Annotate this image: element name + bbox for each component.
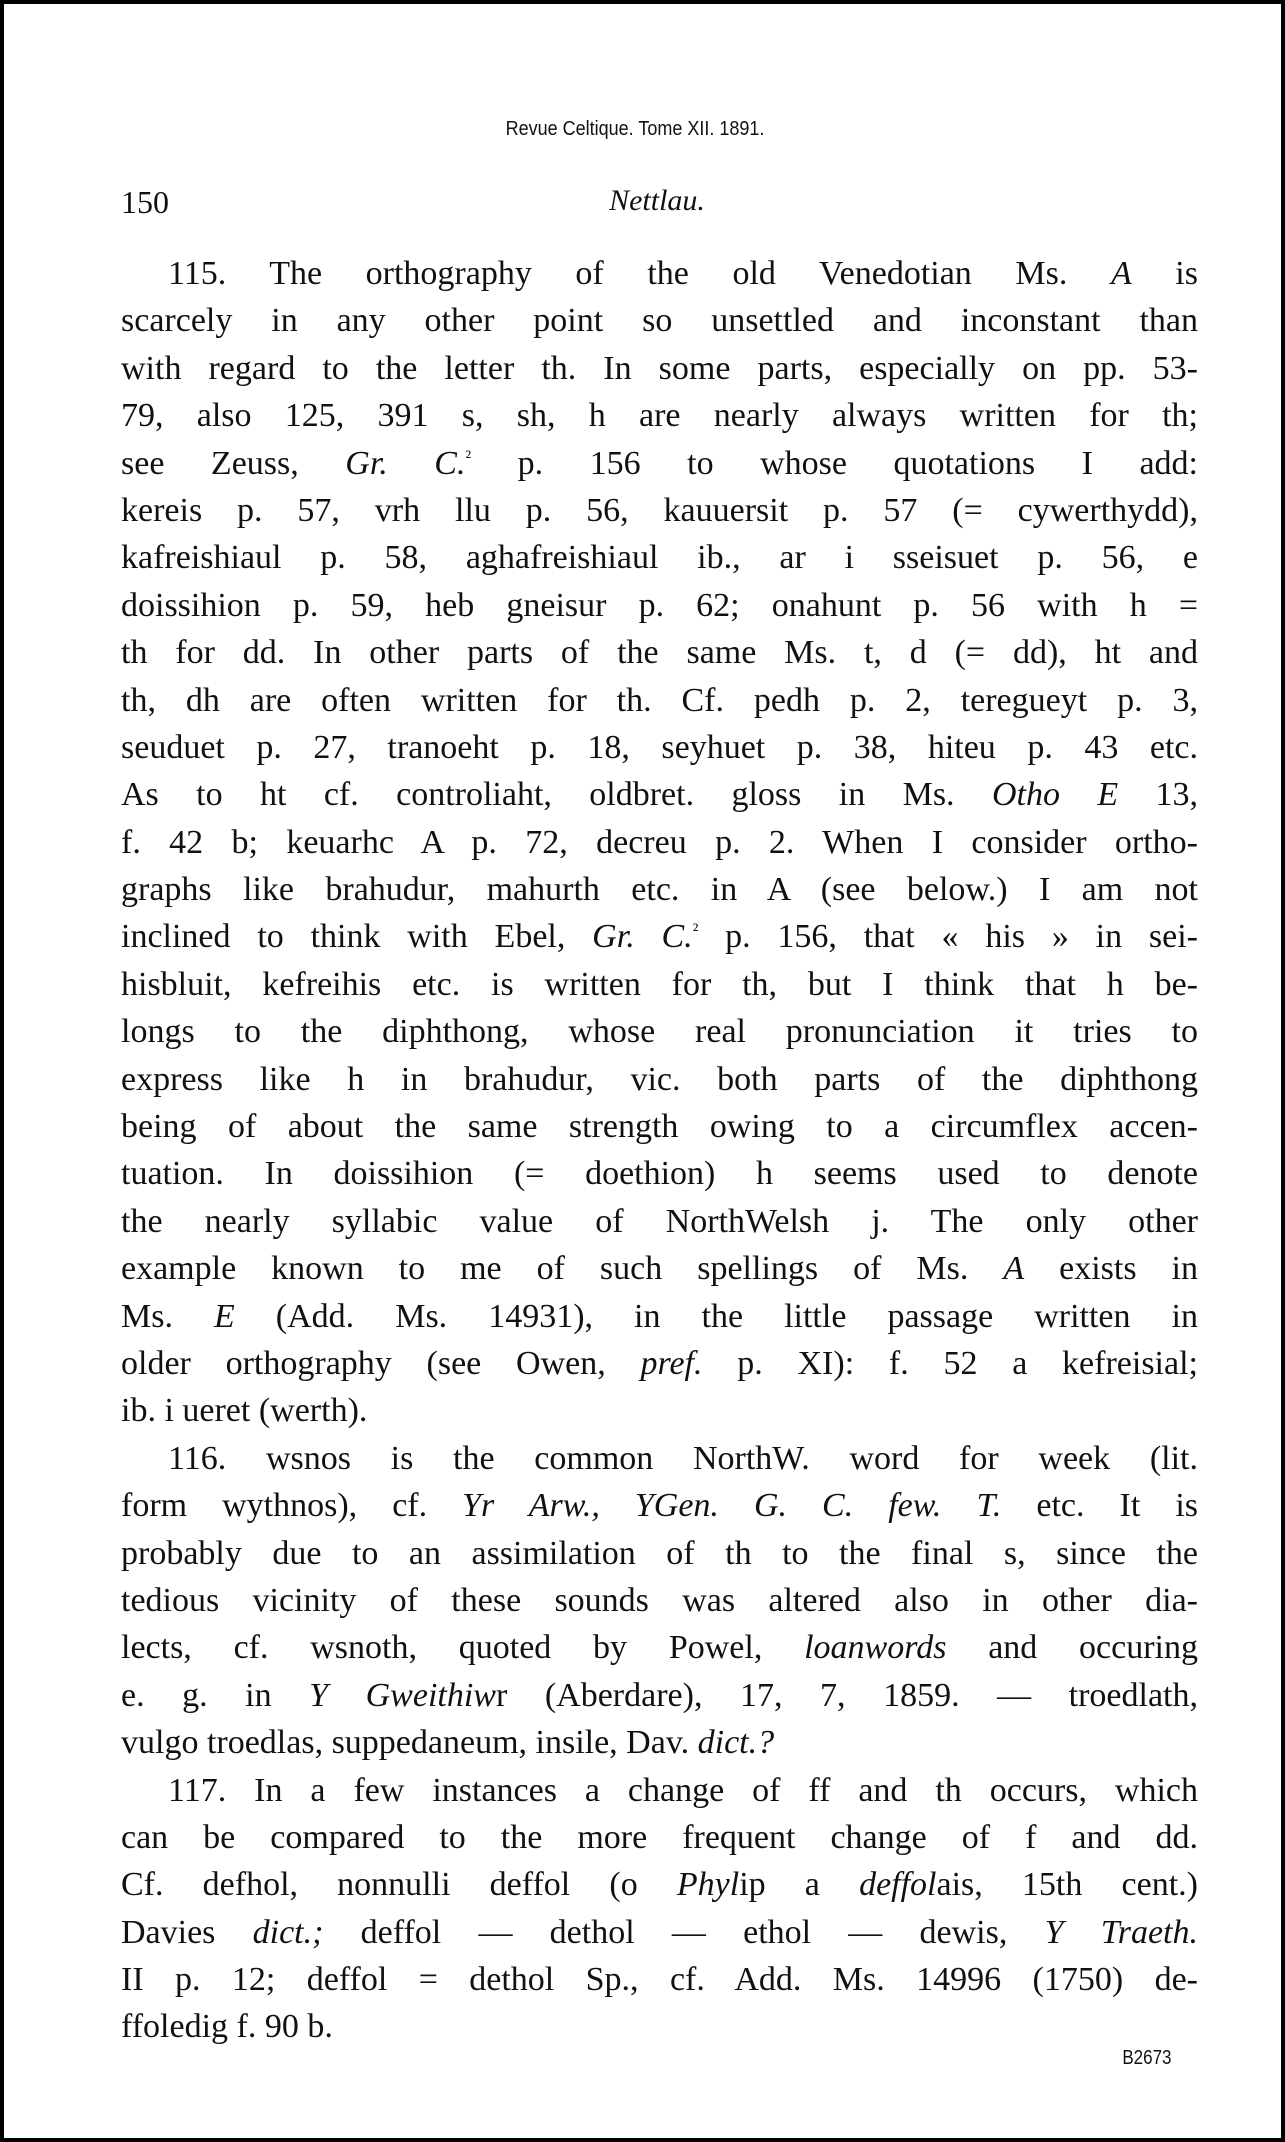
italic-text: Y Traeth. — [1044, 1913, 1198, 1951]
text: p. XI): f. 52 a kefreisial; — [702, 1344, 1198, 1382]
text-line — [121, 1008, 1198, 1055]
text-line — [121, 1577, 1198, 1624]
text: ip a — [739, 1866, 860, 1904]
text-line — [121, 724, 1198, 771]
body-text — [121, 250, 1198, 2051]
running-title: Revue Celtique. Tome XII. 1891. — [505, 118, 765, 140]
text: II p. 12; deffol = dethol Sp., cf. Add. Ms. 14996 (1750) de- — [121, 1961, 1198, 1999]
text: with regard to the letter th. In some parts, especially on pp. 53- — [121, 349, 1198, 387]
text: 115. The orthography of the old Venedotian Ms. — [168, 255, 1111, 292]
text: example known to me of such spellings of Ms. — [121, 1250, 1004, 1288]
text: th for dd. In other parts of the same Ms. t, d (= dd), ht and — [121, 634, 1198, 672]
text-line — [121, 440, 1198, 487]
text-line — [121, 297, 1198, 344]
text-line — [121, 961, 1198, 1008]
text: kafreishiaul p. 58, aghafreishiaul ib., ar i sseisuet p. 56, e — [121, 539, 1198, 577]
text: express like h in brahudur, vic. both parts of the diphthong — [121, 1060, 1198, 1098]
italic-text: Yr Arw., YGen. G. C. few. T. — [462, 1487, 1002, 1525]
text-line — [121, 1624, 1198, 1671]
text-line — [121, 1719, 1198, 1766]
italic-text: dict.? — [697, 1724, 775, 1762]
text: older orthography (see Owen, — [121, 1344, 641, 1382]
text-line — [121, 582, 1198, 629]
document-page — [4, 4, 1281, 2138]
text-line — [121, 1056, 1198, 1103]
text: 116. wsnos is the common NorthW. word for week (lit. — [168, 1439, 1198, 1477]
text-line — [121, 1293, 1198, 1340]
text-line — [121, 1767, 1198, 1814]
text-line — [121, 392, 1198, 439]
text-line — [121, 1103, 1198, 1150]
text: see Zeuss, — [121, 444, 346, 482]
italic-text: loanwords — [804, 1629, 947, 1667]
text-line — [121, 1482, 1198, 1529]
text: can be compared to the more frequent change of f and dd. — [121, 1818, 1198, 1856]
text: Davies — [121, 1913, 253, 1951]
text-line — [121, 1956, 1198, 2003]
text-line — [121, 677, 1198, 724]
text: longs to the diphthong, whose real pronunciation it tries to — [121, 1013, 1198, 1051]
text: Cf. defhol, nonnulli deffol (o — [121, 1866, 677, 1904]
page-number: 150 — [121, 184, 169, 220]
text-line — [121, 819, 1198, 866]
text-line — [121, 913, 1198, 960]
text: f. 42 b; keuarhc A p. 72, decreu p. 2. When I consider ortho- — [121, 823, 1198, 861]
text: Ms. — [121, 1297, 214, 1335]
text-line — [121, 629, 1198, 676]
text-line — [121, 1387, 1198, 1434]
text: tuation. In doissihion (= doethion) h seems used to denote — [121, 1155, 1198, 1193]
italic-text: A — [1003, 1250, 1025, 1288]
italic-text: pref. — [640, 1344, 703, 1382]
italic-text: Y Gweithiw — [309, 1676, 496, 1714]
text-line — [121, 1150, 1198, 1197]
text-line — [121, 1672, 1198, 1719]
text: th, dh are often written for th. Cf. pedh p. 2, teregueyt p. 3, — [121, 681, 1198, 719]
text-line — [121, 1198, 1198, 1245]
text: is — [1131, 255, 1198, 292]
text: graphs like brahudur, mahurth etc. in A (see below.) I am not — [121, 871, 1198, 909]
text: kereis p. 57, vrh llu p. 56, kauuersit p. 57 (= cywerthydd), — [121, 491, 1198, 529]
text: and occuring — [946, 1629, 1198, 1667]
text: deffol — dethol — ethol — dewis, — [323, 1913, 1045, 1951]
superscript: ² — [692, 920, 699, 942]
text: (Add. Ms. 14931), in the little passage written in — [234, 1297, 1198, 1335]
text-line — [121, 250, 1198, 297]
text: form wythnos), cf. — [121, 1487, 463, 1525]
text: probably due to an assimilation of th to the final s, since the — [121, 1534, 1198, 1572]
italic-text: Otho E — [991, 776, 1119, 814]
text: 79, also 125, 391 s, sh, h are nearly always written for th; — [121, 397, 1198, 435]
text: tedious vicinity of these sounds was altered also in other dia- — [121, 1581, 1198, 1619]
text: p. 156 to whose quotations I add: — [471, 444, 1199, 482]
text: vulgo troedlas, suppedaneum, insile, Dav. — [121, 1724, 698, 1762]
text: 13, — [1118, 776, 1198, 814]
superscript: ² — [465, 446, 472, 468]
catalog-code: B2673 — [1122, 2047, 1172, 2069]
italic-text: deffol — [859, 1866, 937, 1904]
italic-text: A — [1110, 255, 1132, 292]
text: scarcely in any other point so unsettled and inconstant than — [121, 302, 1198, 340]
text: ais, 15th cent.) — [936, 1866, 1198, 1904]
text: seuduet p. 27, tranoeht p. 18, seyhuet p. 38, hiteu p. 43 etc. — [121, 728, 1198, 766]
text: hisbluit, kefreihis etc. is written for th, but I think that h be- — [121, 965, 1198, 1003]
text-line — [121, 2003, 1198, 2050]
text-line — [121, 1245, 1198, 1292]
text: lects, cf. wsnoth, quoted by Powel, — [121, 1629, 805, 1667]
text-line — [121, 534, 1198, 581]
text-line — [121, 1530, 1198, 1577]
text-line — [121, 487, 1198, 534]
text: e. g. in — [121, 1676, 310, 1714]
text: ffoledig f. 90 b. — [121, 2008, 333, 2046]
italic-text: dict.; — [252, 1913, 324, 1951]
text: the nearly syllabic value of NorthWelsh j. The only other — [121, 1202, 1198, 1240]
text-line — [121, 345, 1198, 392]
text-line — [121, 1909, 1198, 1956]
text: etc. It is — [1001, 1487, 1198, 1525]
text-line — [121, 771, 1198, 818]
text-line — [121, 1861, 1198, 1908]
text: doissihion p. 59, heb gneisur p. 62; onahunt p. 56 with h = — [121, 586, 1198, 624]
text: r (Aberdare), 17, 7, 1859. — troedlath, — [495, 1676, 1199, 1714]
page-author-heading: Nettlau. — [609, 184, 705, 217]
italic-text: Phyl — [676, 1866, 740, 1904]
text: ib. i ueret (werth). — [121, 1392, 368, 1430]
text: exists in — [1024, 1250, 1198, 1288]
text: being of about the same strength owing to a circumflex accen- — [121, 1108, 1198, 1146]
text: As to ht cf. controliaht, oldbret. gloss in Ms. — [121, 776, 992, 814]
italic-text: Gr. C. — [345, 444, 466, 482]
italic-text: E — [214, 1297, 235, 1335]
text: p. 156, that « his » in sei- — [698, 918, 1198, 956]
text-line — [121, 1340, 1198, 1387]
text: inclined to think with Ebel, — [121, 918, 593, 956]
text-line — [121, 866, 1198, 913]
text-line — [121, 1814, 1198, 1861]
italic-text: Gr. C. — [592, 918, 693, 956]
text-line — [121, 1435, 1198, 1482]
text: 117. In a few instances a change of ff and th occurs, which — [168, 1771, 1198, 1809]
